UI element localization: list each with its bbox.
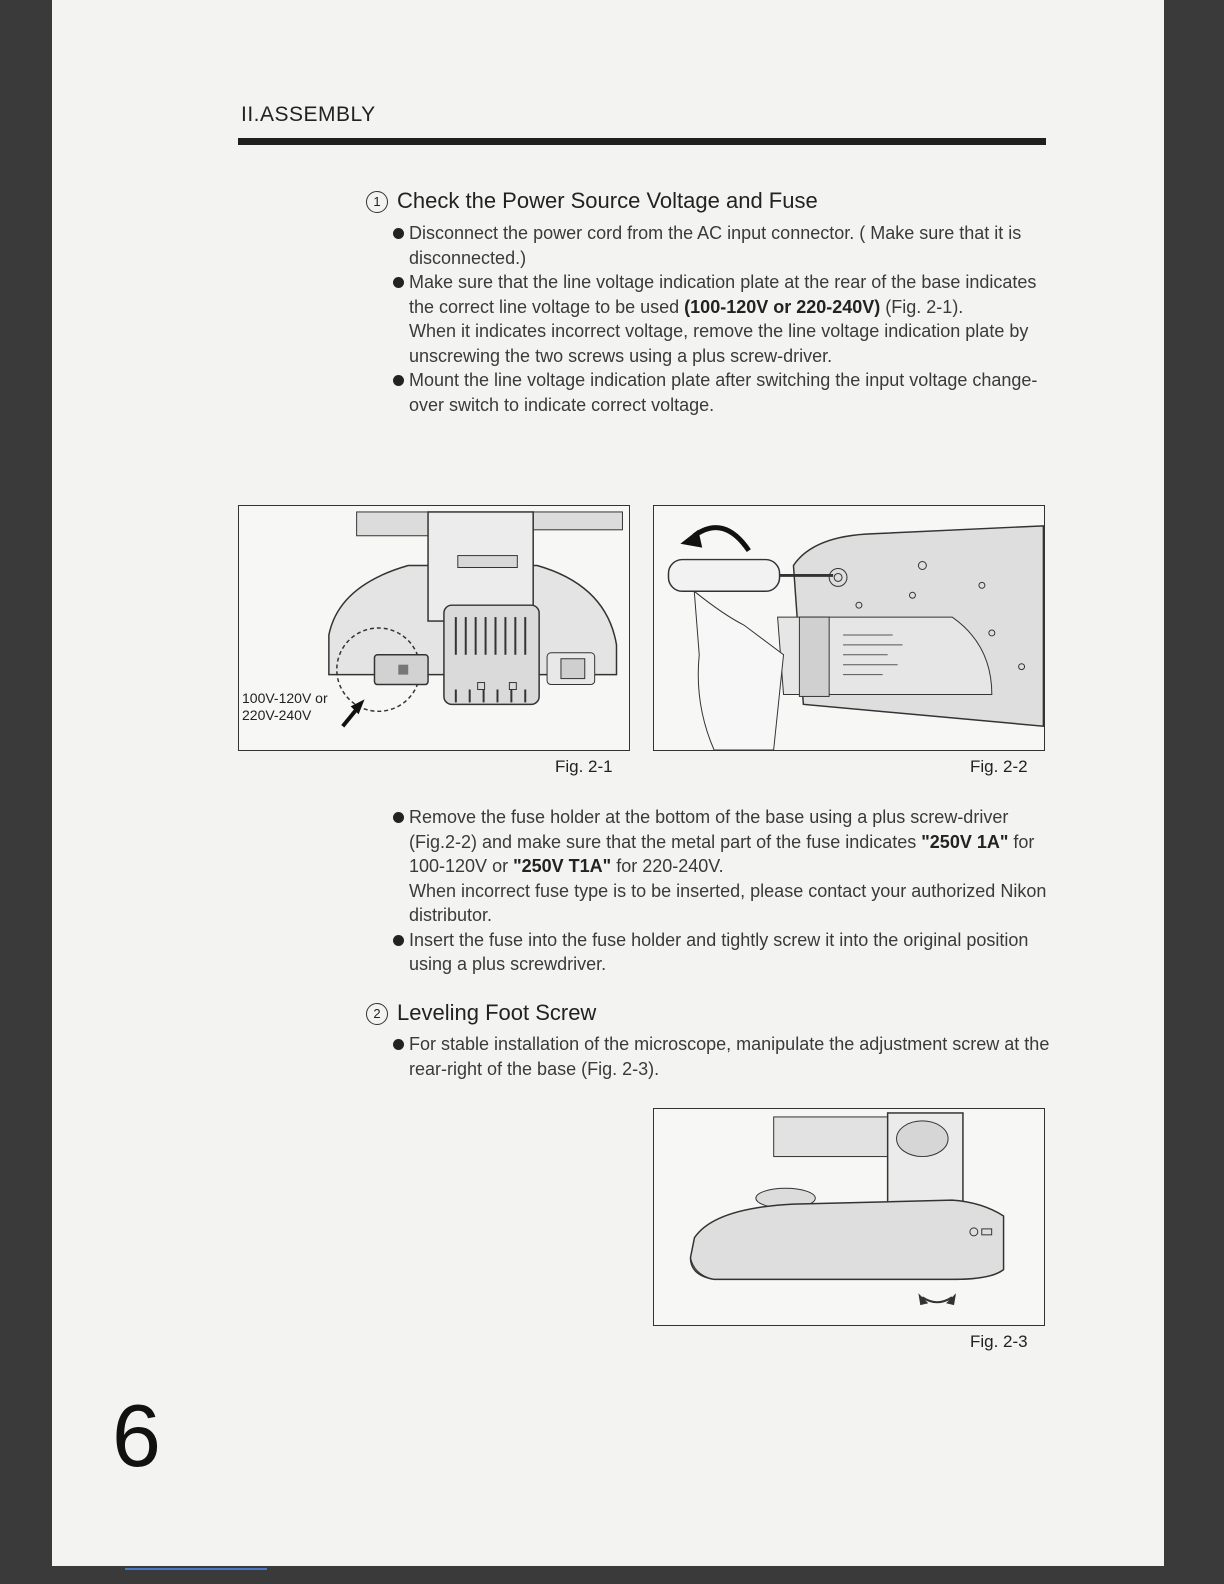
figure-2-3 <box>653 1108 1045 1326</box>
list-item: Remove the fuse holder at the bottom of the base using a plus screw-driver (Fig.2-2) and make sure that the metal part of the fuse indicates "250V 1A" for 100-120V or "250V T1A" for 220-240V. When incorrect fuse type is to be inserted, please contact your authorized Nikon distributor. <box>391 805 1051 928</box>
section-1-title: Check the Power Source Voltage and Fuse <box>397 188 818 213</box>
scan-bottom-edge <box>0 1566 1224 1584</box>
page-number: 6 <box>112 1386 161 1485</box>
section-2-number: 2 <box>366 1003 388 1025</box>
figure-2-1 <box>238 505 630 751</box>
figure-2-2 <box>653 505 1045 751</box>
section-1-bullets <box>391 221 1041 417</box>
figure-2-3-caption: Fig. 2-3 <box>970 1332 1028 1351</box>
list-item: Disconnect the power cord from the AC input connector. ( Make sure that it is disconnected.) <box>391 221 1041 270</box>
section-1-bullets-continued <box>391 805 1051 977</box>
section-title: II.ASSEMBLY <box>241 103 376 126</box>
list-item: Mount the line voltage indication plate after switching the input voltage change-over switch to indicate correct voltage. <box>391 368 1041 417</box>
header-rule <box>238 138 1046 145</box>
figure-2-2-caption: Fig. 2-2 <box>970 757 1028 776</box>
figure-2-1-caption: Fig. 2-1 <box>555 757 613 776</box>
fuse-holder-screwdriver-illustration <box>654 506 1044 750</box>
section-1-heading <box>366 188 818 214</box>
scan-mark <box>125 1568 267 1570</box>
section-2-heading <box>366 1000 596 1026</box>
section-2-title: Leveling Foot Screw <box>397 1000 597 1025</box>
list-item: Insert the fuse into the fuse holder and tightly screw it into the original position using a plus screwdriver. <box>391 928 1051 977</box>
list-item: Make sure that the line voltage indication plate at the rear of the base indicates the correct line voltage to be used (100-120V or 220-240V) (Fig. 2-1). When it indicates incorrect voltage, remove the line voltage indication plate by unscrewing the two screws using a plus screw-driver. <box>391 270 1041 368</box>
voltage-label: 100V-120V or 220V-240V <box>242 690 328 723</box>
section-2-bullets <box>391 1032 1051 1081</box>
section-1-number: 1 <box>366 191 388 213</box>
list-item: For stable installation of the microscope, manipulate the adjustment screw at the rear-right of the base (Fig. 2-3). <box>391 1032 1051 1081</box>
leveling-foot-illustration <box>654 1109 1044 1325</box>
